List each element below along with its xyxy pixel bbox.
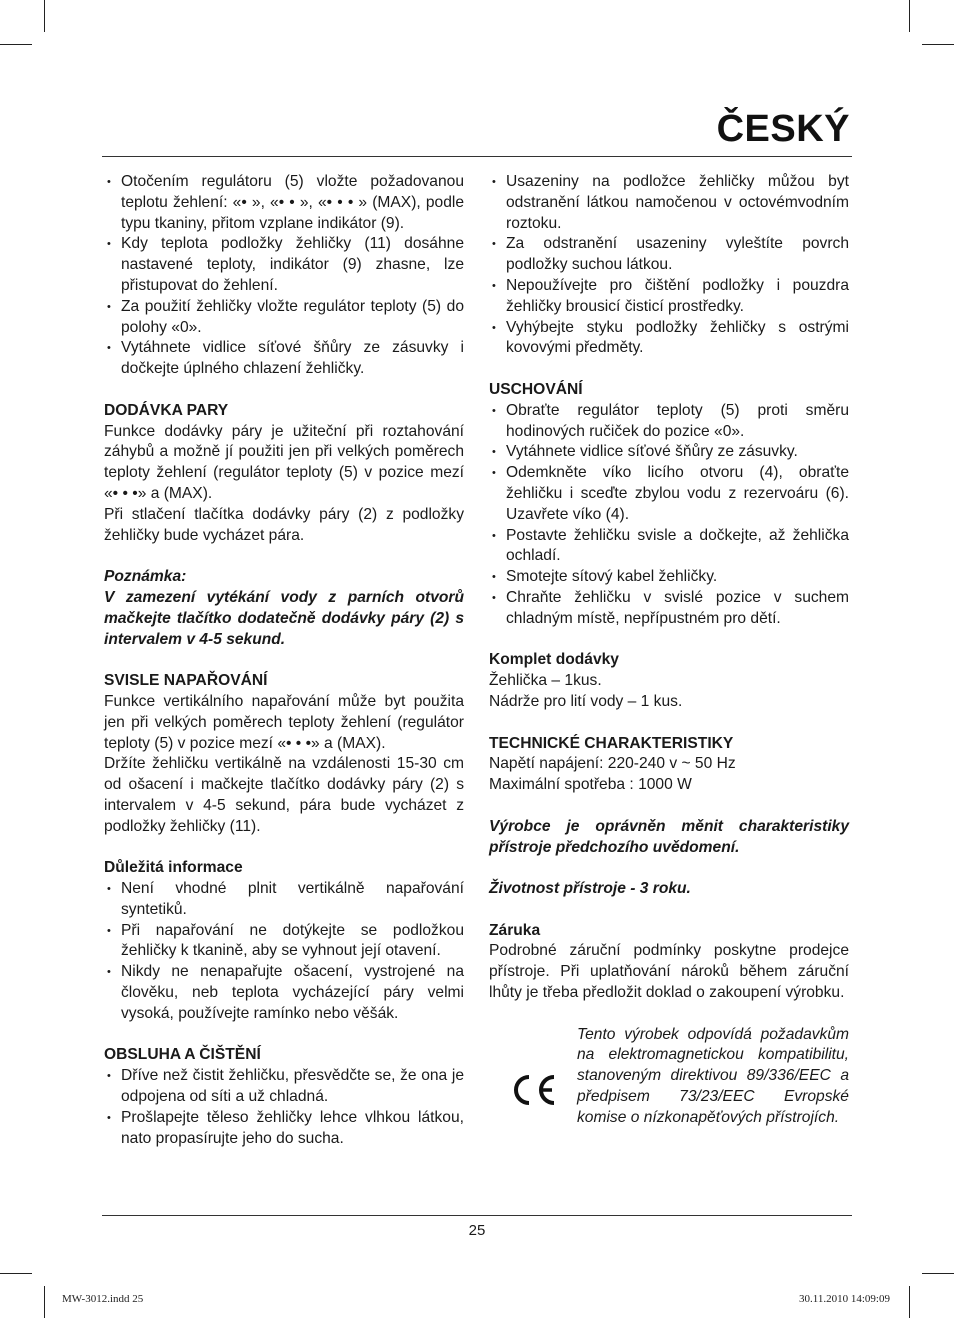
right-column	[489, 172, 849, 1155]
ce-compliance	[489, 1025, 849, 1155]
tech-heading: TECHNICKÉ CHARAKTERISTIKY	[489, 734, 734, 752]
list-item: • Otočením regulátoru (5) vložte požadovanou teplotu žehlení: «• », «• • », «• • • » (MAX), podle typu tkaniny, přitom vzplane indikátor (9).	[104, 172, 464, 234]
cleaning-heading: OBSLUHA A ČIŠTĚNÍ	[104, 1046, 261, 1064]
list-item: • Obraťte regulátor teploty (5) proti směru hodinových ručiček do pozice «0».	[489, 401, 849, 443]
note-heading: Poznámka:	[104, 568, 187, 586]
kit-line: Žehlička – 1kus.	[489, 672, 602, 690]
list-item: • Nikdy ne nenapařujte ošacení, vystrojené na člověku, neb teplota vycházející páry velmi vysoká, používejte ramínko nebo věšák.	[104, 962, 464, 1024]
note-text: V zamezení vytékání vody z parních otvorů mačkejte tlačítko dodatečně dodávky páry (2) s intervalem v 4-5 sekund.	[104, 588, 464, 648]
warranty-text: Podrobné záruční podmínky poskytne prodejce přístroje. Při uplatňování nároků během záruční lhůty je třeba předložit doklad o zakoupení výrobku.	[489, 942, 849, 1002]
ce-mark-icon	[507, 1073, 557, 1107]
lifetime-note: Životnost přístroje - 3 roku.	[489, 880, 691, 898]
footer-datetime: 30.11.2010 14:09:09	[799, 1293, 890, 1305]
kit-line: Nádrže pro lití vody – 1 kus.	[489, 692, 683, 710]
important-list	[104, 879, 464, 1025]
crop-mark	[0, 1273, 32, 1274]
storage-list	[489, 401, 849, 630]
important-heading: Důležitá informace	[104, 859, 243, 877]
list-item: • Usazeniny na podložce žehličky můžou byt odstranění látkou namočenou v octovémvodním roztoku.	[489, 172, 849, 234]
list-item: • Za odstranění usazeniny vyleštíte povrch podložky suchou látkou.	[489, 234, 849, 276]
cleaning-list-continued	[489, 172, 849, 359]
crop-mark	[909, 1286, 910, 1318]
crop-mark	[0, 44, 32, 45]
list-item: • Odemkněte víko licího otvoru (4), obraťte žehličku i sceďte zbylou vodu z rezervoáru (6). Uzavřete víko (4).	[489, 463, 849, 525]
manufacturer-note: Výrobce je oprávněn měnit charakteristiky přístroje předchozího uvědomení.	[489, 817, 849, 856]
tech-line: Maximální spotřeba : 1000 W	[489, 776, 692, 794]
list-item: • Smotejte sítový kabel žehličky.	[489, 567, 849, 588]
header-rule	[102, 156, 852, 157]
vertical-steam-paragraph: Funkce vertikálního napařování může byt použita jen při velkých poměrech teploty žehlení (regulátor teploty (5) v pozice mezí «• • •» a (MAX).	[104, 692, 464, 752]
tech-line: Napětí napájení: 220-240 v ~ 50 Hz	[489, 755, 736, 773]
list-item: • Při napařování ne dotýkejte se podložkou žehličky k tkanině, aby se vyhnout její otavení.	[104, 921, 464, 963]
footer-filename: MW-3012.indd 25	[62, 1293, 144, 1305]
crop-mark	[44, 0, 45, 32]
steam-heading: DODÁVKA PARY	[104, 401, 229, 419]
left-column	[104, 172, 464, 1149]
list-item: • Dříve než čistit žehličku, přesvědčte se, že ona je odpojena od síti a už chladná.	[104, 1066, 464, 1108]
page-number: 25	[468, 1222, 486, 1239]
crop-mark	[44, 1286, 45, 1318]
crop-mark	[922, 44, 954, 45]
vertical-steam-heading: SVISLE NAPAŘOVÁNÍ	[104, 672, 268, 690]
list-item: • Vytáhnete vidlice síťové šňůry ze zásuvky i dočkejte úplného chlazení žehličky.	[104, 338, 464, 380]
ce-text: Tento výrobek odpovídá požadavkům na elektromagnetickou kompatibilitu, stanoveným direktivou 89/336/EEC a předpisem 73/23/EEC Evropské komise o nízkonapěťových přístrojích.	[577, 1025, 849, 1126]
list-item: • Nepoužívejte pro čištění podložky i pouzdra žehličky brousicí čisticí prostředky.	[489, 276, 849, 318]
list-item: • Vyhýbejte styku podložky žehličky s ostrými kovovými předměty.	[489, 318, 849, 360]
vertical-steam-paragraph: Držíte žehličku vertikálně na vzdálenosti 15-30 cm od ošacení i mačkejte tlačítko dodávky páry (2) s intervalem v 4-5 sekund, pára bude vycházet z podložky žehličky (11).	[104, 755, 464, 835]
warranty-heading: Záruka	[489, 921, 541, 939]
list-item: • Za použití žehličky vložte regulátor teploty (5) do polohy «0».	[104, 297, 464, 339]
footer-rule	[102, 1215, 852, 1216]
kit-heading: Komplet dodávky	[489, 651, 619, 669]
steam-paragraph: Funkce dodávky páry je užiteční při roztahování záhybů a možně jí použiti jen při velkých poměrech teploty žehlení (regulátor teploty (5) v pozice mezí «• • •» a (MAX).	[104, 422, 464, 502]
crop-mark	[909, 0, 910, 32]
list-item: • Chraňte žehličku v svislé pozice v suchem chladným místě, nepřípustném pro dětí.	[489, 588, 849, 630]
page-title: ČESKÝ	[716, 108, 850, 150]
list-item: • Vytáhnete vidlice síťové šňůry ze zásuvky.	[489, 442, 849, 463]
cleaning-list	[104, 1066, 464, 1149]
storage-heading: USCHOVÁNÍ	[489, 380, 583, 398]
list-item: • Není vhodné plnit vertikálně napařování syntetiků.	[104, 879, 464, 921]
list-item: • Kdy teplota podložky žehličky (11) dosáhne nastavené teploty, indikátor (9) zhasne, lze přistupovat do žehlení.	[104, 234, 464, 296]
temperature-list	[104, 172, 464, 380]
list-item: • Prošlapejte těleso žehličky lehce vlhkou látkou, nato propasírujte jeho do sucha.	[104, 1108, 464, 1150]
steam-paragraph: Při stlačení tlačítka dodávky páry (2) z podložky žehličky bude vycházet pára.	[104, 505, 464, 544]
list-item: • Postavte žehličku svisle a dočkejte, až žehlička ochladí.	[489, 526, 849, 568]
crop-mark	[922, 1273, 954, 1274]
